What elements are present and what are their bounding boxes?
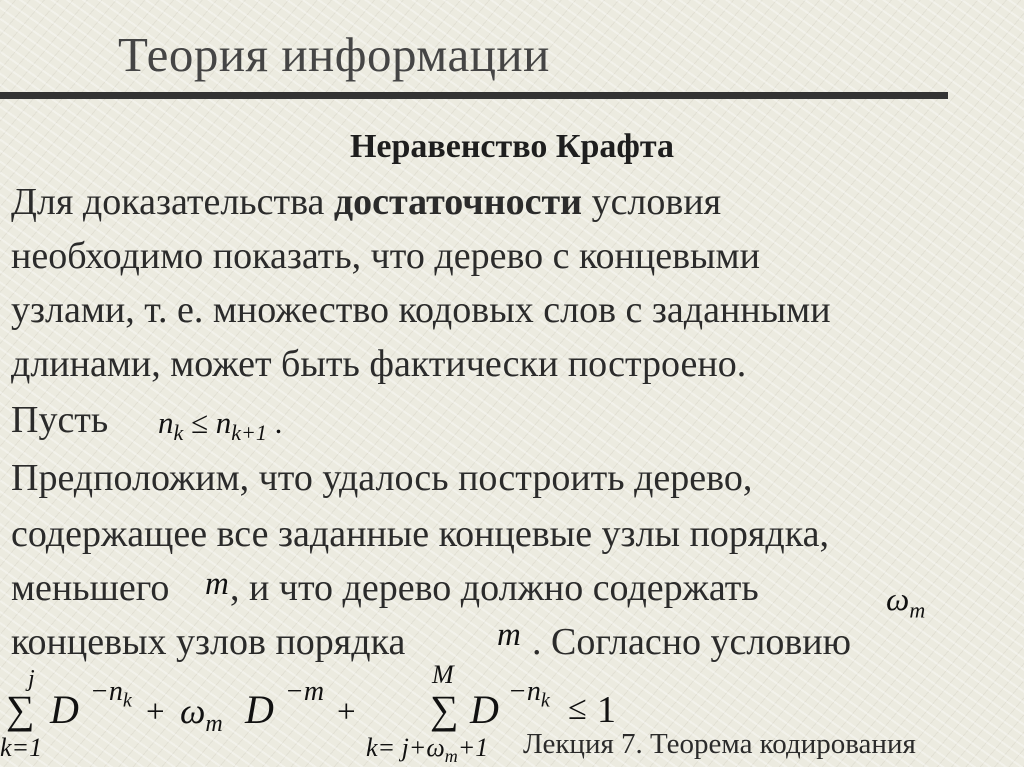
formula-sub-kp1: k+1 [231, 420, 267, 446]
term2-exponent: −m [285, 676, 325, 707]
formula-n: n [158, 405, 174, 440]
omega-glyph: ω [886, 582, 910, 618]
text-line-2: необходимо показать, что дерево с концевыми [11, 235, 760, 277]
sum1-exp-n: −n [90, 676, 123, 707]
sum1-sigma: ∑ [6, 687, 35, 732]
formula-n2: n [215, 405, 232, 440]
sum2-lower [366, 733, 488, 767]
formula-le-2: ≤ [568, 690, 587, 727]
sum2-D: D [470, 687, 499, 732]
symbol-m-1: m [205, 566, 229, 602]
plus-2: + [337, 694, 356, 730]
symbol-m-2: m [497, 617, 521, 653]
formula-one: 1 [597, 689, 616, 731]
sum1-upper-j: j [28, 666, 35, 692]
text-line-1-part-a: Для доказательства [11, 181, 334, 223]
section-heading: Неравенство Крафта [349, 128, 675, 165]
text-line-1 [11, 180, 721, 224]
sum2-lower-sub: m [444, 746, 458, 767]
sum2-lower-tail: +1 [457, 733, 489, 762]
sum2-exponent [508, 676, 550, 713]
inequality-formula [158, 405, 282, 446]
term2-omega-glyph: ω [180, 691, 206, 731]
text-line-1-emphasis: достаточности [333, 181, 583, 223]
omega-sub-m: m [909, 597, 926, 623]
symbol-omega-m [886, 582, 925, 624]
formula-sub-k: k [173, 420, 184, 446]
text-line-8-part-a: меньшего [11, 567, 170, 609]
term2-omega [180, 690, 223, 738]
text-line-8-rest: , и что дерево должно содержать [230, 567, 759, 609]
sum2-lower-main: k= j+ω [366, 733, 445, 762]
sum2-upper-M: M [432, 660, 454, 689]
sum2-exp-n: −n [508, 676, 541, 707]
sum1-exponent [90, 676, 132, 713]
text-line-3: узлами, т. е. множество кодовых слов с заданными [11, 289, 831, 331]
sum2-exp-k: k [540, 689, 550, 712]
slide-title: Теория информации [118, 27, 550, 82]
title-underline [0, 92, 948, 99]
text-line-9-rest: . Согласно условию [532, 621, 852, 663]
term2-omega-sub: m [205, 711, 223, 738]
text-line-7: содержащее все заданные концевые узлы порядка, [11, 513, 829, 555]
text-line-5: Пусть [11, 399, 109, 441]
sum1-exp-k: k [122, 689, 132, 712]
footer-lecture: Лекция 7. Теорема кодирования [523, 728, 916, 760]
text-line-9: концевых узлов порядка [11, 621, 406, 663]
formula-dot: . [274, 405, 283, 440]
text-line-4: длинами, может быть фактически построено. [11, 343, 747, 385]
text-line-1-part-c: условия [582, 181, 722, 223]
text-line-8 [11, 566, 169, 610]
sum2-sigma: ∑ [430, 687, 459, 732]
sum1-lower: k=1 [0, 733, 43, 762]
sum1-D: D [50, 687, 79, 732]
text-line-6: Предположим, что удалось построить дерево, [11, 457, 753, 499]
term2-D: D [245, 687, 274, 732]
formula-le: ≤ [191, 405, 209, 440]
plus-1: + [146, 694, 165, 730]
